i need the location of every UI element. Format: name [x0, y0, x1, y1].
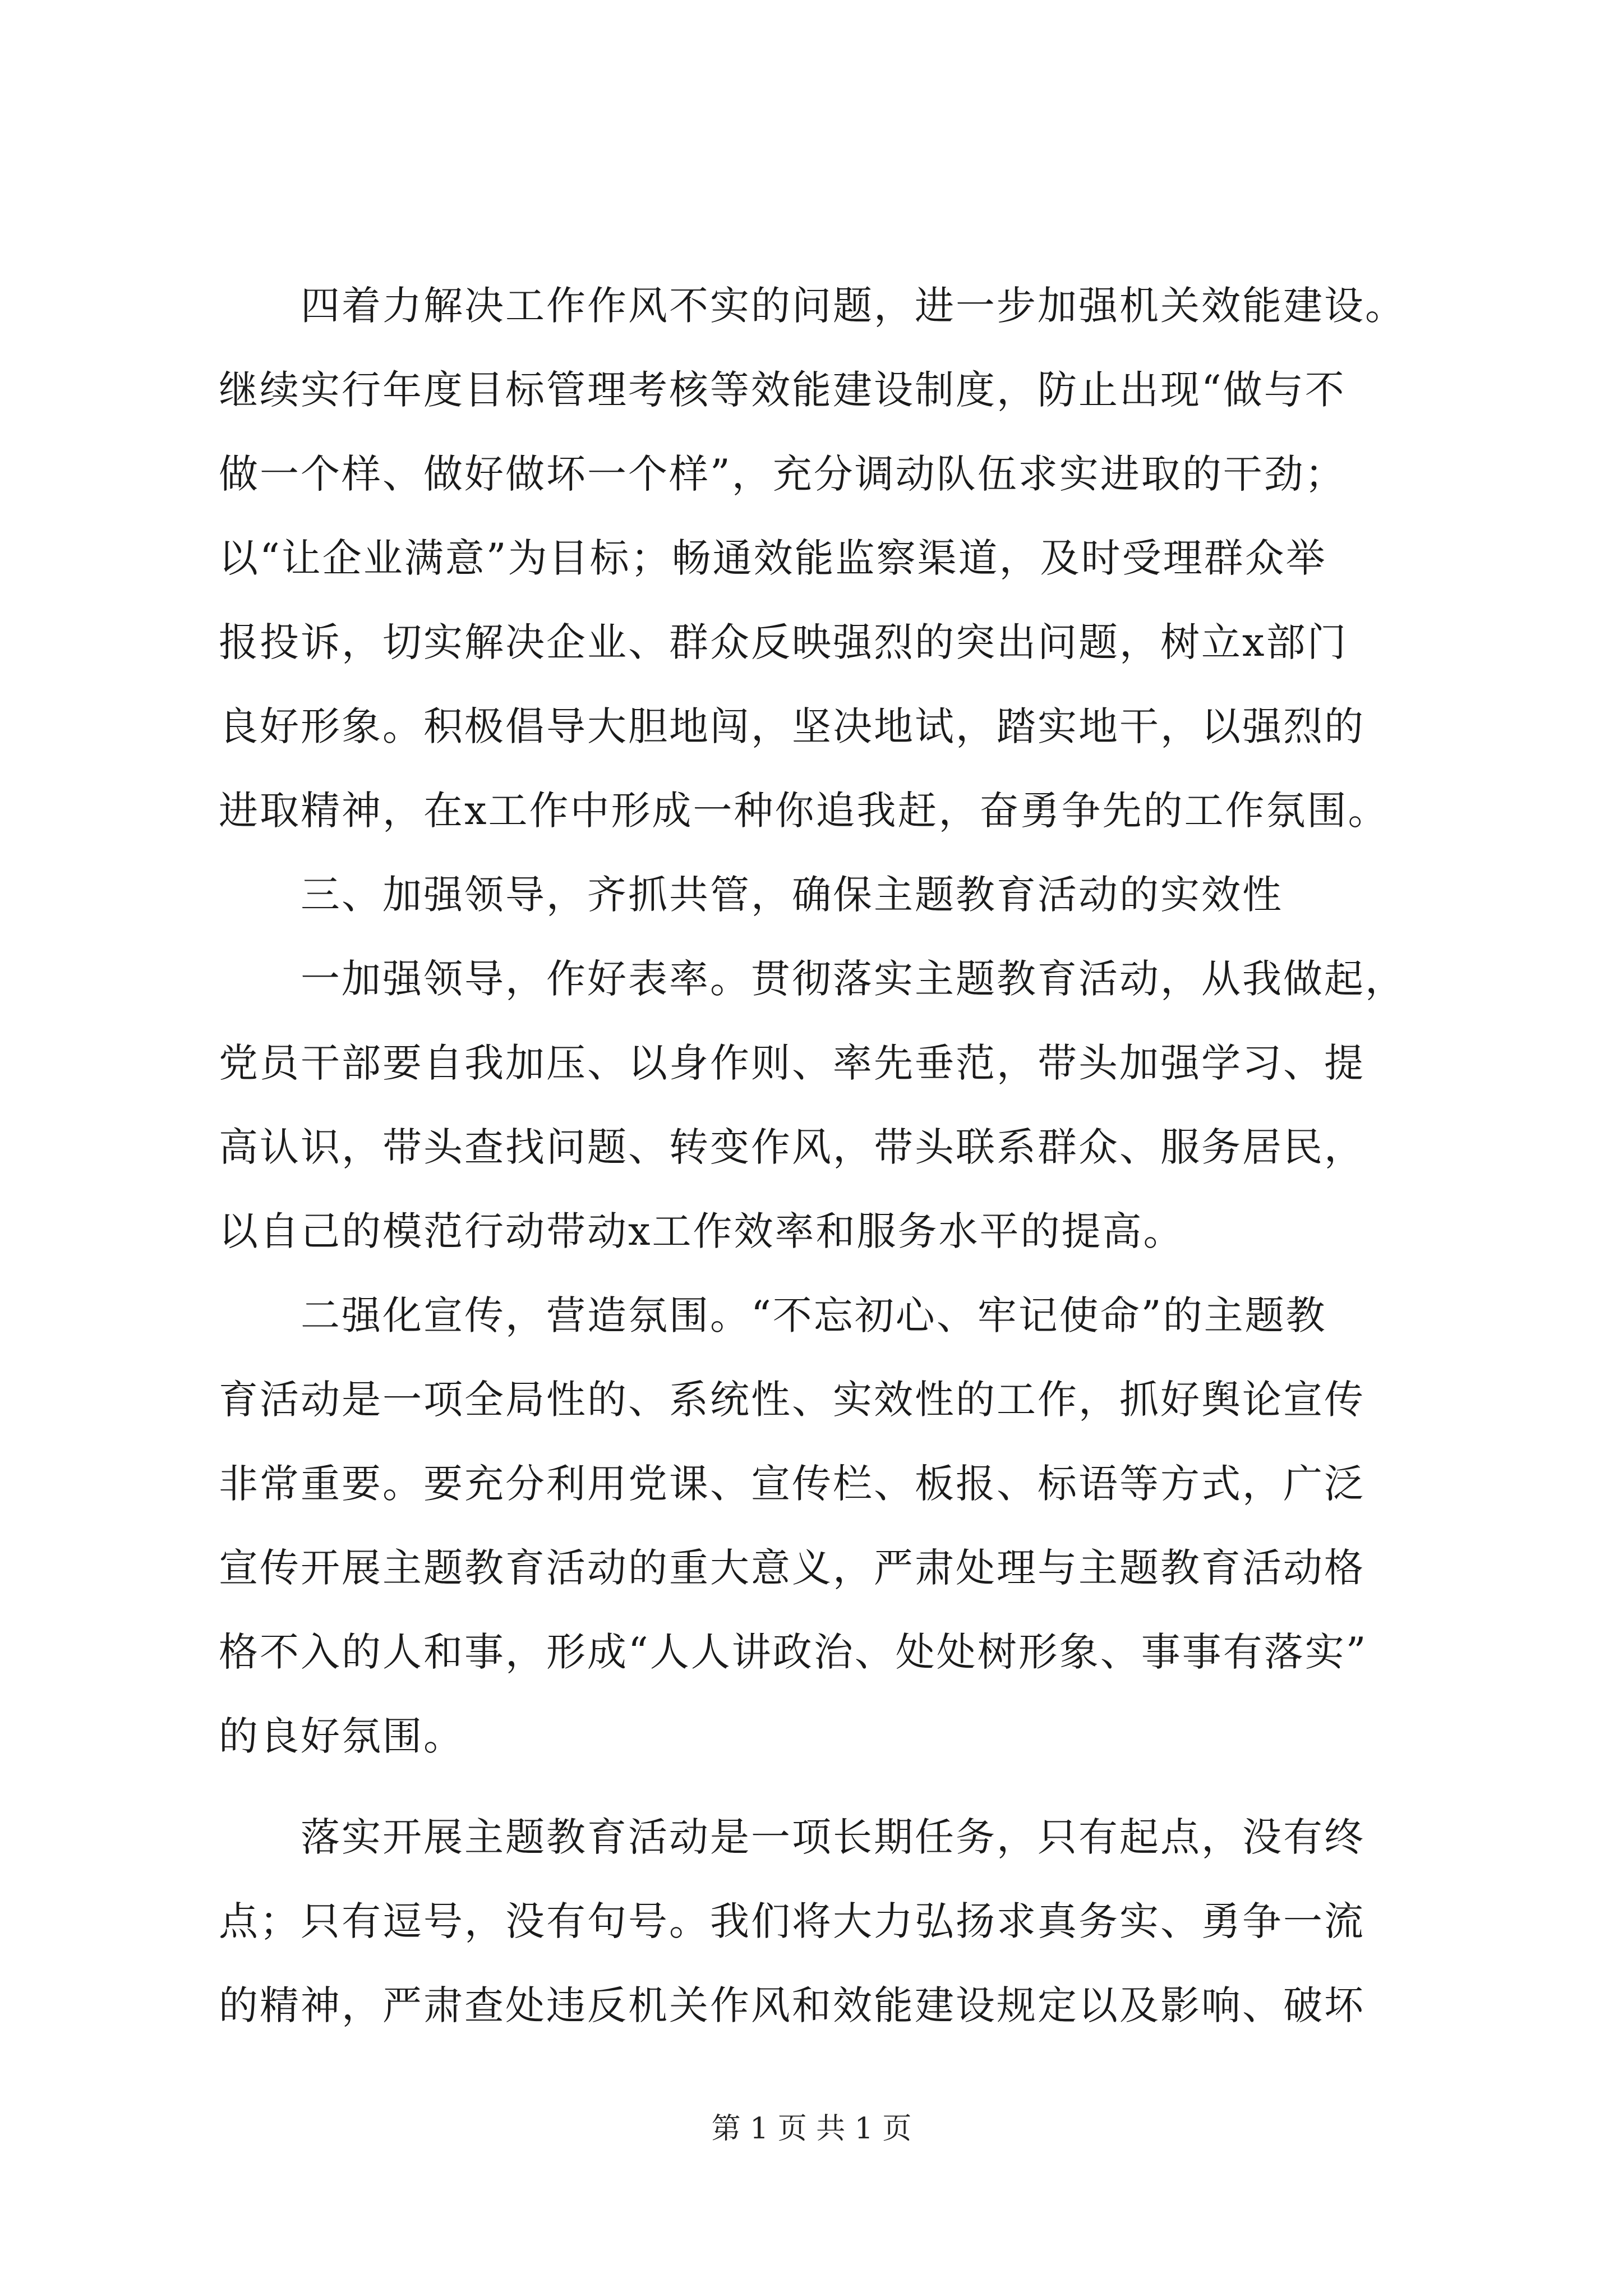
- text-line: 的良好氛围。: [219, 1713, 464, 1759]
- text-line: 非常重要。要充分利用党课、宣传栏、板报、标语等方式，广泛: [219, 1461, 1365, 1507]
- text-line: 进取精神，在x工作中形成一种你追我赶，奋勇争先的工作氛围。: [219, 788, 1389, 834]
- text-line: 二强化宣传，营造氛围。“不忘初心、牢记使命”的主题教: [219, 1292, 1327, 1338]
- text-line: 高认识，带头查找问题、转变作风，带头联系群众、服务居民，: [219, 1124, 1365, 1170]
- text-line: 一加强领导，作好表率。贯彻落实主题教育活动，从我做起，: [219, 956, 1406, 1002]
- text-line: 以“让企业满意”为目标；畅通效能监察渠道，及时受理群众举: [219, 535, 1327, 581]
- document-body: [219, 264, 1436, 2047]
- page-number: 第 1 页 共 1 页: [711, 2112, 912, 2146]
- text-line: 落实开展主题教育活动是一项长期任务，只有起点，没有终: [219, 1814, 1365, 1860]
- paragraph-gap: [219, 1778, 1436, 1795]
- text-line: 良好形象。积极倡导大胆地闯，坚决地试，踏实地干，以强烈的: [219, 703, 1365, 749]
- text-line: 四着力解决工作作风不实的问题，进一步加强机关效能建设。: [219, 283, 1406, 329]
- text-line: 宣传开展主题教育活动的重大意义，严肃处理与主题教育活动格: [219, 1545, 1365, 1591]
- text-line: 党员干部要自我加压、以身作则、率先垂范，带头加强学习、提: [219, 1040, 1365, 1086]
- text-line: 以自己的模范行动带动x工作效率和服务水平的提高。: [219, 1208, 1184, 1254]
- text-line: 育活动是一项全局性的、系统性、实效性的工作，抓好舆论宣传: [219, 1377, 1365, 1423]
- text-line: 的精神，严肃查处违反机关作风和效能建设规定以及影响、破坏: [219, 1982, 1365, 2028]
- text-line: 继续实行年度目标管理考核等效能建设制度，防止出现“做与不: [219, 367, 1346, 413]
- text-line: 做一个样、做好做坏一个样”，充分调动队伍求实进取的干劲；: [219, 451, 1346, 497]
- text-line: 点；只有逗号，没有句号。我们将大力弘扬求真务实、勇争一流: [219, 1898, 1365, 1944]
- section-heading: 三、加强领导，齐抓共管，确保主题教育活动的实效性: [219, 872, 1283, 918]
- text-line: 格不入的人和事，形成“人人讲政治、处处树形象、事事有落实”: [219, 1629, 1368, 1675]
- text-line: 报投诉，切实解决企业、群众反映强烈的突出问题，树立x部门: [219, 619, 1348, 665]
